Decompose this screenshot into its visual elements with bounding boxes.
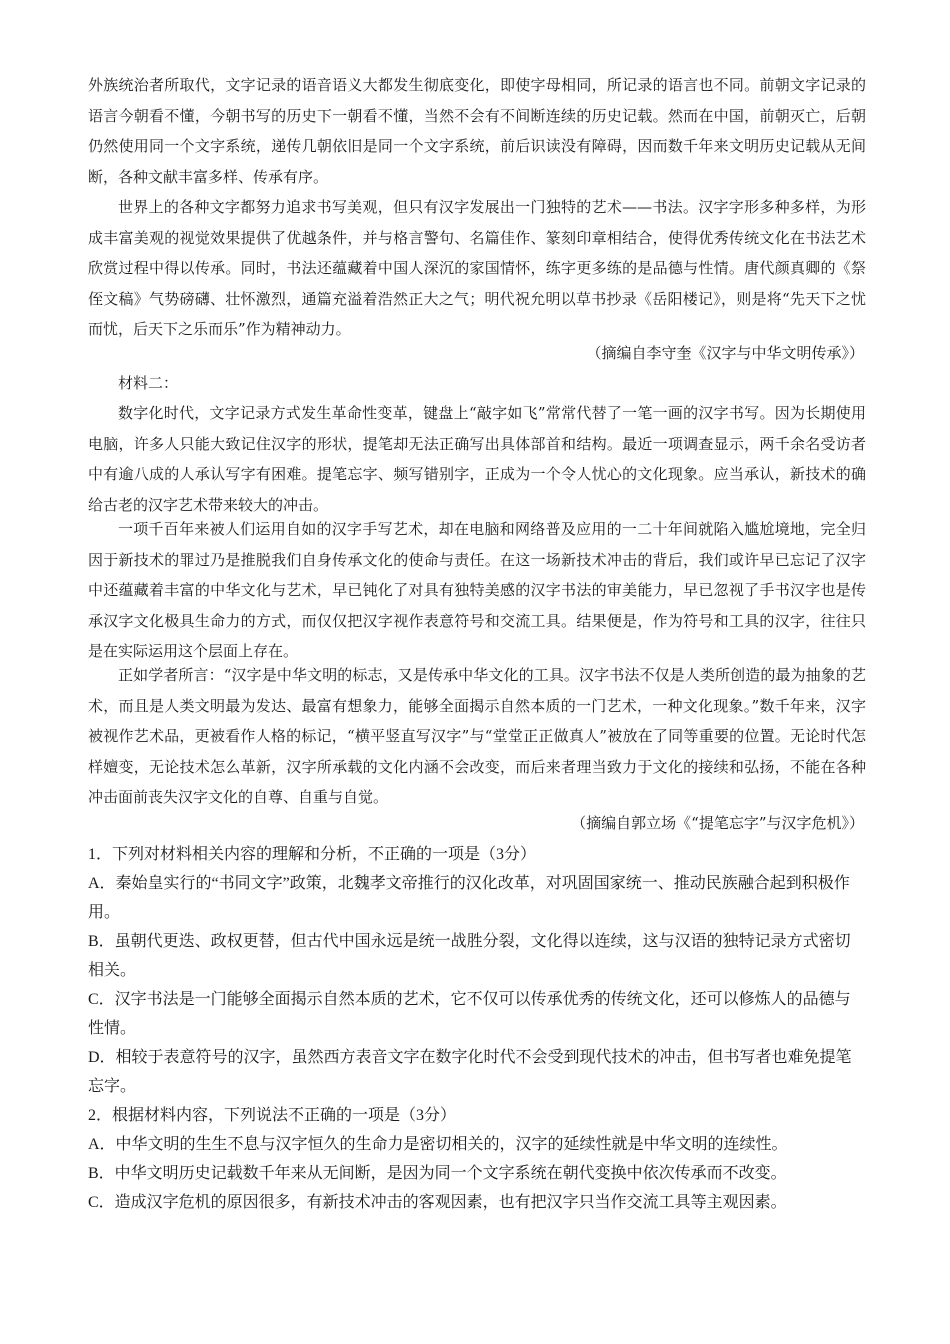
question-1-stem: 1．下列对材料相关内容的理解和分析，不正确的一项是（3分）	[88, 846, 537, 863]
question-1-option-b: B．虽朝代更迭、政权更替，但古代中国永远是统一战胜分裂，文化得以连续，这与汉语的独特记录方式密切相关。	[88, 933, 851, 979]
material-one-paragraph-continued: 外族统治者所取代，文字记录的语音语义大都发生彻底变化，即使字母相同，所记录的语言也不同。前朝文字记录的语言今朝看不懂，今朝书写的历史下一朝看不懂，当然不会有不间断连续的历史记载。然而在中国，前朝灭亡，后朝仍然使用同一个文字系统，递传几朝依旧是同一个文字系统，前后识读没有障碍，因而数千年来文明历史记载从无间断，各种文献丰富多样、传承有序。	[88, 76, 866, 186]
question-1-option-a: A．秦始皇实行的“书同文字”政策，北魏孝文帝推行的汉化改革，对巩固国家统一、推动民族融合起到积极作用。	[88, 875, 850, 921]
material-two-source: （摘编自郭立场《“提笔忘字”与汉字危机》）	[571, 814, 864, 832]
question-2-stem: 2．根据材料内容，下列说法不正确的一项是（3分）	[88, 1107, 457, 1124]
question-1-option-d: D．相较于表意符号的汉字，虽然西方表音文字在数字化时代不会受到现代技术的冲击，但书写者也难免提笔忘字。	[88, 1049, 852, 1095]
question-2-option-b: B．中华文明历史记载数千年来从无间断，是因为同一个文字系统在朝代变换中依次传承而不改变。	[88, 1165, 787, 1182]
material-two-paragraph-scholar: 正如学者所言：“汉字是中华文明的标志，又是传承中华文化的工具。汉字书法不仅是人类所创造的最为抽象的艺术，而且是人类文明最为发达、最富有想象力，能够全面揭示自然本质的一门艺术，一种文化现象。”数千年来，汉字被视作艺术品，更被看作人格的标记，“横平竖直写汉字”与“堂堂正正做真人”被放在了同等重要的位置。无论时代怎样嬗变，无论技术怎么革新，汉字所承载的文化内涵不会改变，而后来者理当致力于文化的接续和弘扬，不能在各种冲击面前丧失汉字文化的自尊、自重与自觉。	[88, 666, 866, 807]
question-2-option-a: A．中华文明的生生不息与汉字恒久的生命力是密切相关的，汉字的延续性就是中华文明的连续性。	[88, 1136, 788, 1153]
question-1-option-c: C．汉字书法是一门能够全面揭示自然本质的艺术，它不仅可以传承优秀的传统文化，还可以修炼人的品德与性情。	[88, 991, 851, 1037]
material-two-paragraph-digital: 数字化时代，文字记录方式发生革命性变革，键盘上“敲字如飞”常常代替了一笔一画的汉字书写。因为长期使用电脑，许多人只能大致记住汉字的形状，提笔却无法正确写出具体部首和结构。最近一项调查显示，两千余名受访者中有逾八成的人承认写字有困难。提笔忘字、频写错别字，正成为一个令人忧心的文化现象。应当承认，新技术的确给古老的汉字艺术带来较大的冲击。	[88, 404, 866, 514]
material-one-paragraph-calligraphy: 世界上的各种文字都努力追求书写美观，但只有汉字发展出一门独特的艺术——书法。汉字字形多种多样，为形成丰富美观的视觉效果提供了优越条件，并与格言警句、名篇佳作、篆刻印章相结合，使得优秀传统文化在书法艺术欣赏过程中得以传承。同时，书法还蕴藏着中国人深沉的家国情怀，练字更多练的是品德与性情。唐代颜真卿的《祭侄文稿》气势磅礴、壮怀激烈，通篇充溢着浩然正大之气；明代祝允明以草书抄录《岳阳楼记》，则是将“先天下之忧而忧，后天下之乐而乐”作为精神动力。	[88, 198, 866, 339]
material-one-source: （摘编自李守奎《汉字与中华文明传承》）	[586, 344, 864, 362]
question-2-option-c: C．造成汉字危机的原因很多，有新技术冲击的客观因素，也有把汉字只当作交流工具等主观因素。	[88, 1194, 787, 1211]
material-two-paragraph-embarrassment: 一项千百年来被人们运用自如的汉字手写艺术，却在电脑和网络普及应用的一二十年间就陷入尴尬境地，完全归因于新技术的罪过乃是推脱我们自身传承文化的使命与责任。在这一场新技术冲击的背后，我们或许早已忘记了汉字中还蕴藏着丰富的中华文化与艺术，早已钝化了对具有独特美感的汉字书法的审美能力，早已忽视了手书汉字也是传承汉字文化极具生命力的方式，而仅仅把汉字视作表意符号和交流工具。结果便是，作为符号和工具的汉字，往往只是在实际运用这个层面上存在。	[88, 520, 866, 661]
material-two-label: 材料二：	[118, 374, 179, 392]
